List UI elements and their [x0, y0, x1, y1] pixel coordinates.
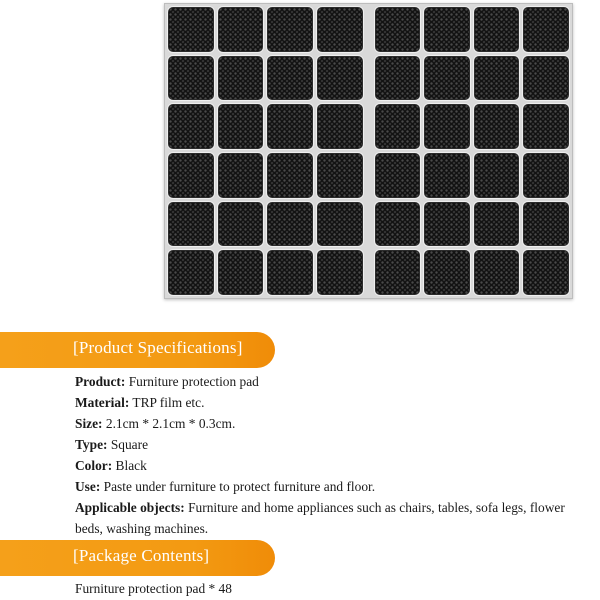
protection-pad — [424, 250, 470, 295]
spec-key: Color: — [75, 458, 113, 473]
spec-key: Type: — [75, 437, 108, 452]
protection-pad — [168, 104, 214, 149]
spec-key: Applicable objects: — [75, 500, 185, 515]
protection-pad — [218, 250, 264, 295]
protection-pad — [317, 250, 363, 295]
package-contents-banner — [0, 540, 275, 576]
protection-pad — [267, 202, 313, 247]
protection-pad — [317, 56, 363, 101]
protection-pad — [375, 202, 421, 247]
pad-sheet — [168, 7, 569, 295]
package-item: Furniture protection pad * 48 — [75, 581, 232, 596]
protection-pad — [375, 56, 421, 101]
protection-pad — [424, 56, 470, 101]
spec-value: 2.1cm * 2.1cm * 0.3cm. — [105, 416, 236, 431]
specifications-title: [Product Specifications] — [73, 338, 243, 357]
spec-color — [75, 455, 580, 476]
protection-pad — [523, 104, 569, 149]
spec-applicable-objects — [75, 497, 580, 539]
spec-key: Material: — [75, 395, 130, 410]
protection-pad — [267, 153, 313, 198]
spec-value: Black — [115, 458, 147, 473]
pad-sheet-gap — [367, 250, 371, 295]
protection-pad — [317, 7, 363, 52]
protection-pad — [424, 153, 470, 198]
protection-pad — [474, 104, 520, 149]
spec-size — [75, 413, 580, 434]
spec-material — [75, 392, 580, 413]
protection-pad — [474, 202, 520, 247]
protection-pad — [168, 7, 214, 52]
protection-pad — [218, 202, 264, 247]
spec-key: Product: — [75, 374, 126, 389]
spec-value: TRP film etc. — [132, 395, 205, 410]
protection-pad — [168, 56, 214, 101]
spec-value: Furniture protection pad — [128, 374, 259, 389]
protection-pad — [218, 153, 264, 198]
spec-key: Size: — [75, 416, 103, 431]
protection-pad — [474, 250, 520, 295]
package-contents-title: [Package Contents] — [73, 546, 210, 565]
protection-pad — [267, 7, 313, 52]
protection-pad — [267, 104, 313, 149]
protection-pad — [474, 56, 520, 101]
protection-pad — [523, 153, 569, 198]
spec-type — [75, 434, 580, 455]
protection-pad — [424, 202, 470, 247]
protection-pad — [424, 104, 470, 149]
spec-value: Square — [110, 437, 149, 452]
protection-pad — [218, 104, 264, 149]
protection-pad — [424, 7, 470, 52]
product-photo — [164, 3, 573, 299]
protection-pad — [267, 250, 313, 295]
protection-pad — [375, 7, 421, 52]
pad-sheet-gap — [367, 104, 371, 149]
specification-list — [75, 371, 580, 539]
protection-pad — [523, 250, 569, 295]
protection-pad — [375, 153, 421, 198]
protection-pad — [523, 56, 569, 101]
protection-pad — [168, 202, 214, 247]
protection-pad — [218, 7, 264, 52]
protection-pad — [375, 104, 421, 149]
protection-pad — [474, 153, 520, 198]
protection-pad — [523, 7, 569, 52]
protection-pad — [218, 56, 264, 101]
protection-pad — [267, 56, 313, 101]
pad-sheet-gap — [367, 153, 371, 198]
spec-value: Furniture and home appliances such as chairs, tables, sofa legs, flower beds, washing machines. — [75, 500, 565, 536]
spec-value: Paste under furniture to protect furniture and floor. — [103, 479, 376, 494]
protection-pad — [317, 202, 363, 247]
pad-sheet-gap — [367, 7, 371, 52]
protection-pad — [168, 153, 214, 198]
pad-sheet-gap — [367, 202, 371, 247]
protection-pad — [523, 202, 569, 247]
protection-pad — [375, 250, 421, 295]
protection-pad — [474, 7, 520, 52]
protection-pad — [168, 250, 214, 295]
spec-product — [75, 371, 580, 392]
specifications-banner — [0, 332, 275, 368]
spec-key: Use: — [75, 479, 101, 494]
spec-use — [75, 476, 580, 497]
pad-sheet-gap — [367, 56, 371, 101]
protection-pad — [317, 153, 363, 198]
protection-pad — [317, 104, 363, 149]
